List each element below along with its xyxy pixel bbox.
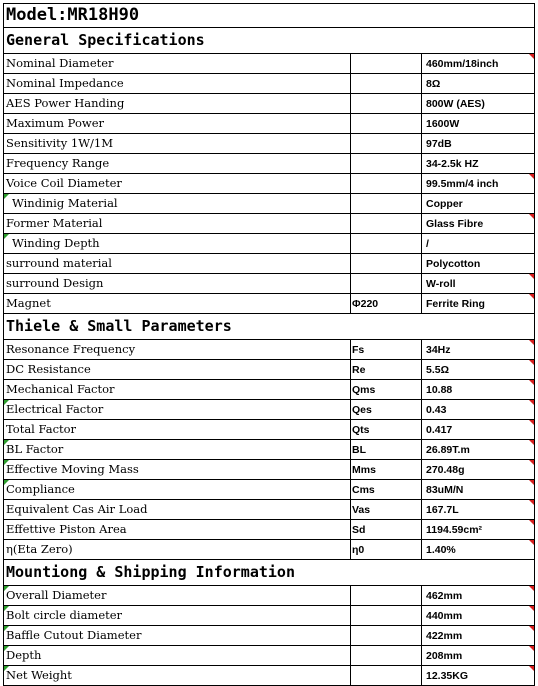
parameter-label: Equivalent Cas Air Load bbox=[6, 502, 148, 516]
parameter-cell[interactable] bbox=[3, 134, 350, 153]
value-cell[interactable] bbox=[421, 400, 535, 419]
parameter-symbol bbox=[351, 218, 352, 230]
parameter-symbol bbox=[351, 78, 352, 90]
value-cell[interactable] bbox=[421, 520, 535, 539]
comment-marker-icon bbox=[4, 234, 9, 239]
value-cell[interactable] bbox=[421, 294, 535, 313]
parameter-cell[interactable] bbox=[3, 540, 350, 559]
parameter-label: surround Design bbox=[6, 276, 104, 290]
comment-indicator-icon bbox=[529, 500, 534, 505]
symbol-cell[interactable] bbox=[350, 174, 421, 193]
spec-row-eta-zero bbox=[3, 540, 535, 560]
symbol-cell[interactable] bbox=[350, 380, 421, 399]
symbol-cell[interactable] bbox=[350, 214, 421, 233]
spec-row-nominal-impedance bbox=[3, 74, 535, 94]
parameter-cell[interactable] bbox=[3, 626, 350, 645]
comment-marker-icon bbox=[4, 666, 9, 671]
comment-marker-icon bbox=[4, 194, 9, 199]
spec-row-bolt-circle-diameter bbox=[3, 606, 535, 626]
parameter-cell[interactable] bbox=[3, 586, 350, 605]
parameter-value: Polycotton bbox=[426, 258, 481, 270]
value-cell[interactable] bbox=[421, 626, 535, 645]
parameter-label: Former Material bbox=[6, 216, 103, 230]
value-cell[interactable] bbox=[421, 540, 535, 559]
parameter-label: Electrical Factor bbox=[6, 402, 104, 416]
model-title: Model:MR18H90 bbox=[6, 5, 140, 25]
comment-indicator-icon bbox=[529, 274, 534, 279]
parameter-symbol: Re bbox=[352, 364, 366, 376]
parameter-symbol bbox=[351, 650, 352, 662]
parameter-label: Resonance Frequency bbox=[6, 342, 136, 356]
value-cell[interactable] bbox=[421, 360, 535, 379]
parameter-label: Winding Depth bbox=[12, 236, 100, 250]
parameter-cell[interactable] bbox=[3, 154, 350, 173]
value-cell[interactable] bbox=[421, 420, 535, 439]
spec-row-baffle-cutout-diameter bbox=[3, 626, 535, 646]
value-cell[interactable] bbox=[421, 586, 535, 605]
value-cell[interactable] bbox=[421, 114, 535, 133]
spec-row-dc-resistance bbox=[3, 360, 535, 380]
parameter-label: Overall Diameter bbox=[6, 588, 107, 602]
spec-row-equivalent-cas-air-load bbox=[3, 500, 535, 520]
spec-row-windinig-material bbox=[3, 194, 535, 214]
value-cell[interactable] bbox=[421, 214, 535, 233]
parameter-label: Total Factor bbox=[6, 422, 77, 436]
parameter-symbol: Qts bbox=[352, 424, 370, 436]
parameter-label: Baffle Cutout Diameter bbox=[6, 628, 142, 642]
parameter-label: η(Eta Zero) bbox=[6, 542, 73, 556]
parameter-value: / bbox=[426, 238, 429, 250]
symbol-cell[interactable] bbox=[350, 194, 421, 213]
comment-indicator-icon bbox=[529, 460, 534, 465]
parameter-value: 99.5mm/4 inch bbox=[426, 178, 499, 190]
value-cell[interactable] bbox=[421, 500, 535, 519]
parameter-cell[interactable] bbox=[3, 440, 350, 459]
value-cell[interactable] bbox=[421, 154, 535, 173]
comment-indicator-icon bbox=[529, 54, 534, 59]
parameter-label: DC Resistance bbox=[6, 362, 91, 376]
spec-row-nominal-diameter bbox=[3, 54, 535, 74]
parameter-cell[interactable] bbox=[3, 74, 350, 93]
parameter-cell[interactable] bbox=[3, 460, 350, 479]
parameter-cell[interactable] bbox=[3, 380, 350, 399]
symbol-cell[interactable] bbox=[350, 480, 421, 499]
parameter-symbol bbox=[351, 630, 352, 642]
value-cell[interactable] bbox=[421, 646, 535, 665]
parameter-cell[interactable] bbox=[3, 420, 350, 439]
parameter-symbol bbox=[351, 138, 352, 150]
spec-row-overall-diameter bbox=[3, 586, 535, 606]
spec-row-electrical-factor bbox=[3, 400, 535, 420]
symbol-cell[interactable] bbox=[350, 626, 421, 645]
symbol-cell[interactable] bbox=[350, 440, 421, 459]
parameter-cell[interactable] bbox=[3, 274, 350, 293]
parameter-cell[interactable] bbox=[3, 520, 350, 539]
parameter-label: BL Factor bbox=[6, 442, 64, 456]
spec-row-effettive-piston-area bbox=[3, 520, 535, 540]
parameter-value: 26.89T.m bbox=[426, 444, 470, 456]
spec-row-sensitivity-1w-1m bbox=[3, 134, 535, 154]
spec-row-mechanical-factor bbox=[3, 380, 535, 400]
parameter-symbol bbox=[351, 278, 352, 290]
parameter-cell[interactable] bbox=[3, 214, 350, 233]
symbol-cell[interactable] bbox=[350, 134, 421, 153]
spec-row-voice-coil-diameter bbox=[3, 174, 535, 194]
value-cell[interactable] bbox=[421, 194, 535, 213]
comment-indicator-icon bbox=[529, 294, 534, 299]
parameter-symbol bbox=[351, 610, 352, 622]
symbol-cell[interactable] bbox=[350, 666, 421, 685]
parameter-value: 440mm bbox=[426, 610, 463, 622]
title-cell[interactable] bbox=[3, 4, 535, 27]
parameter-value: 12.35KG bbox=[426, 670, 469, 682]
section-header-row bbox=[3, 560, 535, 586]
spec-row-surround-material bbox=[3, 254, 535, 274]
parameter-symbol bbox=[351, 590, 352, 602]
parameter-value: 800W (AES) bbox=[426, 98, 485, 110]
parameter-cell[interactable] bbox=[3, 234, 350, 253]
parameter-symbol: η0 bbox=[352, 544, 365, 556]
parameter-label: AES Power Handing bbox=[6, 96, 125, 110]
parameter-label: surround material bbox=[6, 256, 112, 270]
parameter-label: Bolt circle diameter bbox=[6, 608, 123, 622]
parameter-symbol: Mms bbox=[352, 464, 376, 476]
value-cell[interactable] bbox=[421, 274, 535, 293]
symbol-cell[interactable] bbox=[350, 294, 421, 313]
spec-row-winding-depth bbox=[3, 234, 535, 254]
comment-indicator-icon bbox=[529, 646, 534, 651]
spec-row-surround-design bbox=[3, 274, 535, 294]
spec-row-depth bbox=[3, 646, 535, 666]
parameter-value: 422mm bbox=[426, 630, 463, 642]
parameter-value: 460mm/18inch bbox=[426, 58, 499, 70]
comment-indicator-icon bbox=[529, 626, 534, 631]
parameter-symbol: Vas bbox=[352, 504, 371, 516]
parameter-value: 34-2.5k HZ bbox=[426, 158, 479, 170]
parameter-cell[interactable] bbox=[3, 606, 350, 625]
parameter-value: 167.7L bbox=[426, 504, 459, 516]
parameter-value: Glass Fibre bbox=[426, 218, 484, 230]
parameter-cell[interactable] bbox=[3, 294, 350, 313]
parameter-symbol: BL bbox=[352, 444, 366, 456]
value-cell[interactable] bbox=[421, 440, 535, 459]
comment-marker-icon bbox=[4, 440, 9, 445]
parameter-label: Depth bbox=[6, 648, 42, 662]
parameter-label: Nominal Impedance bbox=[6, 76, 124, 90]
parameter-symbol bbox=[351, 178, 352, 190]
parameter-symbol bbox=[351, 158, 352, 170]
section-heading: General Specifications bbox=[6, 31, 205, 49]
symbol-cell[interactable] bbox=[350, 360, 421, 379]
parameter-value: 8Ω bbox=[426, 78, 441, 90]
symbol-cell[interactable] bbox=[350, 94, 421, 113]
value-cell[interactable] bbox=[421, 74, 535, 93]
symbol-cell[interactable] bbox=[350, 586, 421, 605]
spec-row-magnet bbox=[3, 294, 535, 314]
symbol-cell[interactable] bbox=[350, 500, 421, 519]
parameter-value: 83uM/N bbox=[426, 484, 464, 496]
parameter-symbol: Qes bbox=[352, 404, 372, 416]
parameter-value: 0.417 bbox=[426, 424, 453, 436]
comment-indicator-icon bbox=[529, 360, 534, 365]
section-header-row bbox=[3, 28, 535, 54]
spec-sheet bbox=[3, 3, 535, 686]
section-header-cell[interactable] bbox=[3, 560, 535, 585]
comment-indicator-icon bbox=[529, 606, 534, 611]
value-cell[interactable] bbox=[421, 134, 535, 153]
comment-indicator-icon bbox=[529, 400, 534, 405]
symbol-cell[interactable] bbox=[350, 54, 421, 73]
parameter-symbol: Fs bbox=[352, 344, 365, 356]
parameter-symbol bbox=[351, 98, 352, 110]
comment-marker-icon bbox=[4, 646, 9, 651]
parameter-value: Copper bbox=[426, 198, 463, 210]
comment-indicator-icon bbox=[529, 586, 534, 591]
symbol-cell[interactable] bbox=[350, 234, 421, 253]
parameter-cell[interactable] bbox=[3, 400, 350, 419]
comment-indicator-icon bbox=[529, 540, 534, 545]
value-cell[interactable] bbox=[421, 94, 535, 113]
symbol-cell[interactable] bbox=[350, 400, 421, 419]
parameter-value: Ferrite Ring bbox=[426, 298, 485, 310]
parameter-symbol bbox=[351, 118, 352, 130]
section-heading: Mountiong & Shipping Information bbox=[6, 563, 295, 581]
parameter-cell[interactable] bbox=[3, 254, 350, 273]
spec-row-compliance bbox=[3, 480, 535, 500]
section-header-row bbox=[3, 314, 535, 340]
symbol-cell[interactable] bbox=[350, 646, 421, 665]
symbol-cell[interactable] bbox=[350, 460, 421, 479]
parameter-symbol: Φ220 bbox=[352, 298, 379, 310]
comment-indicator-icon bbox=[529, 214, 534, 219]
parameter-label: Nominal Diameter bbox=[6, 56, 114, 70]
value-cell[interactable] bbox=[421, 666, 535, 685]
symbol-cell[interactable] bbox=[350, 420, 421, 439]
comment-marker-icon bbox=[4, 480, 9, 485]
comment-indicator-icon bbox=[529, 480, 534, 485]
value-cell[interactable] bbox=[421, 234, 535, 253]
parameter-label: Windinig Material bbox=[12, 196, 118, 210]
symbol-cell[interactable] bbox=[350, 114, 421, 133]
parameter-label: Magnet bbox=[6, 296, 51, 310]
parameter-symbol: Sd bbox=[352, 524, 366, 536]
spec-row-total-factor bbox=[3, 420, 535, 440]
spec-row-effective-moving-mass bbox=[3, 460, 535, 480]
parameter-cell[interactable] bbox=[3, 500, 350, 519]
parameter-cell[interactable] bbox=[3, 194, 350, 213]
parameter-symbol: Qms bbox=[352, 384, 376, 396]
comment-marker-icon bbox=[4, 400, 9, 405]
parameter-symbol bbox=[351, 238, 352, 250]
parameter-cell[interactable] bbox=[3, 114, 350, 133]
symbol-cell[interactable] bbox=[350, 606, 421, 625]
parameter-cell[interactable] bbox=[3, 94, 350, 113]
value-cell[interactable] bbox=[421, 254, 535, 273]
value-cell[interactable] bbox=[421, 380, 535, 399]
parameter-value: 97dB bbox=[426, 138, 452, 150]
section-header-cell[interactable] bbox=[3, 314, 535, 339]
parameter-label: Frequency Range bbox=[6, 156, 110, 170]
parameter-symbol bbox=[351, 670, 352, 682]
parameter-value: 0.43 bbox=[426, 404, 447, 416]
value-cell[interactable] bbox=[421, 340, 535, 359]
value-cell[interactable] bbox=[421, 480, 535, 499]
parameter-label: Effective Moving Mass bbox=[6, 462, 139, 476]
comment-marker-icon bbox=[4, 460, 9, 465]
parameter-symbol bbox=[351, 58, 352, 70]
spec-row-former-material bbox=[3, 214, 535, 234]
spec-row-aes-power-handing bbox=[3, 94, 535, 114]
parameter-label: Maximum Power bbox=[6, 116, 105, 130]
symbol-cell[interactable] bbox=[350, 274, 421, 293]
spec-row-bl-factor bbox=[3, 440, 535, 460]
symbol-cell[interactable] bbox=[350, 520, 421, 539]
value-cell[interactable] bbox=[421, 606, 535, 625]
parameter-cell[interactable] bbox=[3, 666, 350, 685]
comment-indicator-icon bbox=[529, 340, 534, 345]
comment-indicator-icon bbox=[529, 520, 534, 525]
spec-row-frequency-range bbox=[3, 154, 535, 174]
comment-marker-icon bbox=[4, 606, 9, 611]
comment-marker-icon bbox=[4, 626, 9, 631]
comment-indicator-icon bbox=[529, 380, 534, 385]
parameter-label: Voice Coil Diameter bbox=[6, 176, 122, 190]
parameter-value: 5.5Ω bbox=[426, 364, 450, 376]
parameter-cell[interactable] bbox=[3, 646, 350, 665]
parameter-cell[interactable] bbox=[3, 340, 350, 359]
symbol-cell[interactable] bbox=[350, 540, 421, 559]
section-heading: Thiele & Small Parameters bbox=[6, 317, 232, 335]
parameter-value: 270.48g bbox=[426, 464, 465, 476]
parameter-label: Sensitivity 1W/1M bbox=[6, 136, 114, 150]
spec-row-resonance-frequency bbox=[3, 340, 535, 360]
parameter-value: 462mm bbox=[426, 590, 463, 602]
parameter-value: 208mm bbox=[426, 650, 463, 662]
value-cell[interactable] bbox=[421, 54, 535, 73]
parameter-symbol: Cms bbox=[352, 484, 375, 496]
symbol-cell[interactable] bbox=[350, 74, 421, 93]
comment-indicator-icon bbox=[529, 174, 534, 179]
parameter-value: 1194.59cm² bbox=[426, 524, 483, 536]
comment-indicator-icon bbox=[529, 666, 534, 671]
value-cell[interactable] bbox=[421, 174, 535, 193]
comment-indicator-icon bbox=[529, 440, 534, 445]
parameter-symbol bbox=[351, 258, 352, 270]
parameter-label: Net Weight bbox=[6, 668, 72, 682]
value-cell[interactable] bbox=[421, 460, 535, 479]
parameter-value: 34Hz bbox=[426, 344, 451, 356]
parameter-label: Compliance bbox=[6, 482, 75, 496]
parameter-label: Effettive Piston Area bbox=[6, 522, 127, 536]
comment-marker-icon bbox=[4, 586, 9, 591]
parameter-symbol bbox=[351, 198, 352, 210]
parameter-cell[interactable] bbox=[3, 54, 350, 73]
parameter-cell[interactable] bbox=[3, 480, 350, 499]
parameter-label: Mechanical Factor bbox=[6, 382, 115, 396]
spec-row-net-weight bbox=[3, 666, 535, 686]
parameter-value: 1.40% bbox=[426, 544, 456, 556]
symbol-cell[interactable] bbox=[350, 340, 421, 359]
parameter-cell[interactable] bbox=[3, 174, 350, 193]
symbol-cell[interactable] bbox=[350, 154, 421, 173]
symbol-cell[interactable] bbox=[350, 254, 421, 273]
title-row bbox=[3, 4, 535, 28]
parameter-value: 1600W bbox=[426, 118, 460, 130]
comment-indicator-icon bbox=[529, 420, 534, 425]
parameter-cell[interactable] bbox=[3, 360, 350, 379]
spec-row-maximum-power bbox=[3, 114, 535, 134]
parameter-value: W-roll bbox=[426, 278, 456, 290]
parameter-value: 10.88 bbox=[426, 384, 453, 396]
section-header-cell[interactable] bbox=[3, 28, 535, 53]
